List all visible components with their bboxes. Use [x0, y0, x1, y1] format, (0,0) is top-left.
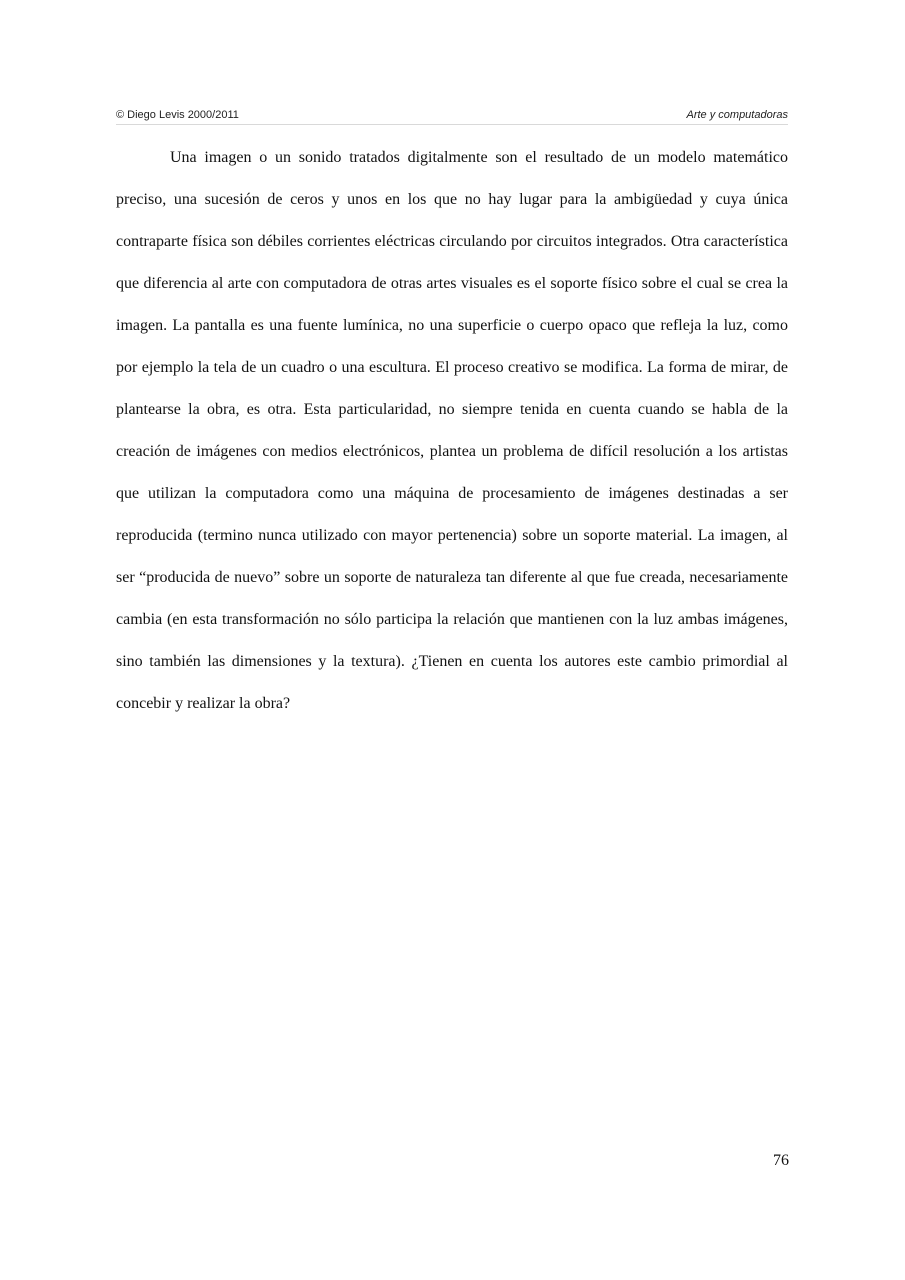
page-header: [116, 108, 788, 125]
page-number: 76: [773, 1152, 789, 1169]
body-paragraph: Una imagen o un sonido tratados digitalmente son el resultado de un modelo matemático preciso, una sucesión de ceros y unos en los que no hay lugar para la ambigüedad y cuya única contraparte física son débiles corrientes eléctricas circulando por circuitos integrados. Otra característica que diferencia al arte con computadora de otras artes visuales es el soporte físico sobre el cual se crea la imagen. La pantalla es una fuente lumínica, no una superficie o cuerpo opaco que refleja la luz, como por ejemplo la tela de un cuadro o una escultura. El proceso creativo se modifica. La forma de mirar, de plantearse la obra, es otra. Esta particularidad, no siempre tenida en cuenta cuando se habla de la creación de imágenes con medios electrónicos, plantea un problema de difícil resolución a los artistas que utilizan la computadora como una máquina de procesamiento de imágenes destinadas a ser reproducida (termino nunca utilizado con mayor pertenencia) sobre un soporte material. La imagen, al ser “producida de nuevo” sobre un soporte de naturaleza tan diferente al que fue creada, necesariamente cambia (en esta transformación no sólo participa la relación que mantienen con la luz ambas imágenes, sino también las dimensiones y la textura). ¿Tienen en cuenta los autores este cambio primordial al concebir y realizar la obra?: [116, 149, 788, 712]
header-document-title: Arte y computadoras: [686, 109, 788, 121]
header-author-copyright: © Diego Levis 2000/2011: [116, 109, 239, 121]
